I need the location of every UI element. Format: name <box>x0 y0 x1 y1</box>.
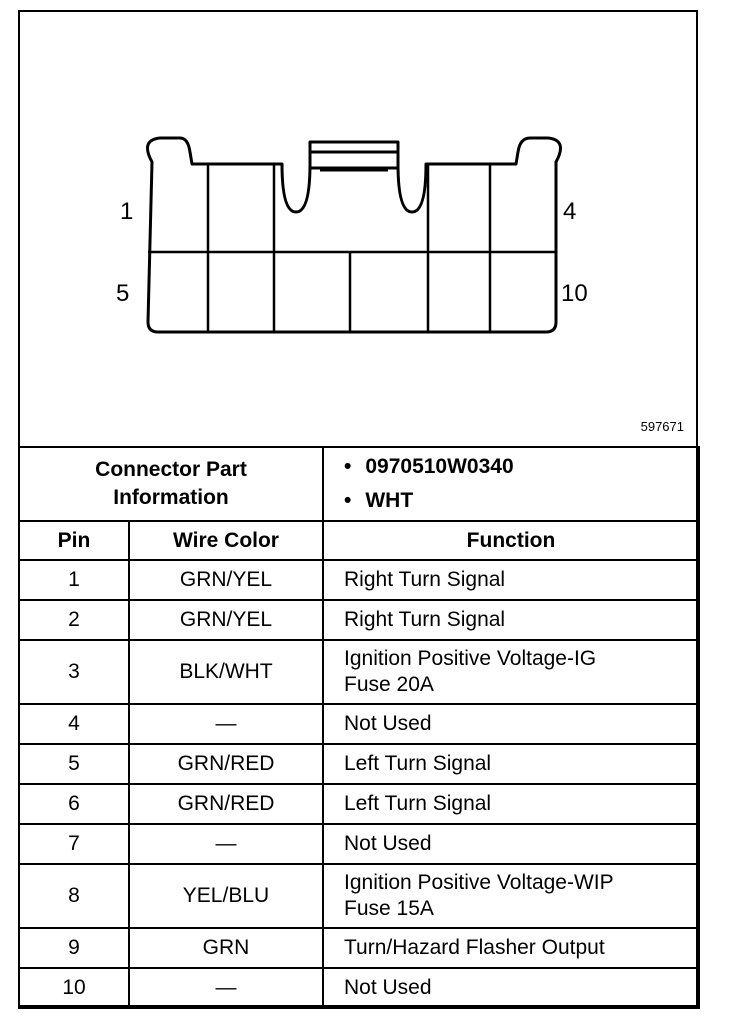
wire-color-cell: YEL/BLU <box>129 864 323 928</box>
header-function: Function <box>323 521 699 560</box>
table-row <box>19 928 699 968</box>
wire-color-cell: BLK/WHT <box>129 640 323 704</box>
pin-cell: 7 <box>19 824 129 864</box>
connector-color: • WHT <box>366 484 698 518</box>
function-line: Ignition Positive Voltage-IG <box>344 647 597 670</box>
pin-cell: 9 <box>19 928 129 968</box>
function-line: Fuse 20A <box>344 673 434 696</box>
function-cell: Left Turn Signal <box>323 744 699 784</box>
table-row <box>19 864 699 928</box>
connector-info-label-line: Connector Part <box>95 458 247 481</box>
part-number: • 0970510W0340 <box>366 450 698 484</box>
connector-info-values <box>323 447 699 521</box>
wire-color-cell: GRN/RED <box>129 784 323 824</box>
table-row <box>19 600 699 640</box>
pin-cell: 3 <box>19 640 129 704</box>
table-header <box>19 521 699 560</box>
function-cell: Left Turn Signal <box>323 784 699 824</box>
function-cell: Turn/Hazard Flasher Output <box>323 928 699 968</box>
figure-number: 597671 <box>640 419 684 434</box>
pin-cell: 6 <box>19 784 129 824</box>
connector-sheet <box>18 10 698 1007</box>
header-wire-color: Wire Color <box>129 521 323 560</box>
function-cell: Right Turn Signal <box>323 560 699 600</box>
pin-cell: 8 <box>19 864 129 928</box>
function-cell: Not Used <box>323 824 699 864</box>
pin-label-10: 10 <box>561 280 588 307</box>
table-row <box>19 640 699 704</box>
connector-latch <box>310 152 398 168</box>
function-cell <box>323 640 699 704</box>
pin-cell: 5 <box>19 744 129 784</box>
wire-color-cell: GRN/RED <box>129 744 323 784</box>
pin-label-4: 4 <box>563 198 577 225</box>
function-cell: Not Used <box>323 704 699 744</box>
pin-cell: 4 <box>19 704 129 744</box>
pin-cell: 10 <box>19 968 129 1008</box>
connector-face-drawing <box>20 12 696 446</box>
function-cell: Right Turn Signal <box>323 600 699 640</box>
connector-info-label-line: Information <box>113 486 229 509</box>
table-row <box>19 824 699 864</box>
function-cell: Not Used <box>323 968 699 1008</box>
table-row <box>19 560 699 600</box>
function-line: Fuse 15A <box>344 897 434 920</box>
pinout-table <box>18 446 700 1009</box>
wire-color-cell: — <box>129 968 323 1008</box>
function-cell <box>323 864 699 928</box>
wire-color-cell: GRN <box>129 928 323 968</box>
wire-color-cell: — <box>129 824 323 864</box>
pin-label-1: 1 <box>120 198 134 225</box>
pin-cell: 2 <box>19 600 129 640</box>
wire-color-cell: GRN/YEL <box>129 600 323 640</box>
connector-info-label <box>19 447 323 521</box>
function-line: Ignition Positive Voltage-WIP <box>344 871 614 894</box>
table-row <box>19 704 699 744</box>
pin-label-5: 5 <box>116 280 130 307</box>
wire-color-cell: — <box>129 704 323 744</box>
table-row <box>19 968 699 1008</box>
connector-diagram <box>20 12 696 446</box>
header-pin: Pin <box>19 521 129 560</box>
table-row <box>19 744 699 784</box>
pin-cell: 1 <box>19 560 129 600</box>
table-row <box>19 784 699 824</box>
wire-color-cell: GRN/YEL <box>129 560 323 600</box>
connector-info-row <box>19 447 699 521</box>
